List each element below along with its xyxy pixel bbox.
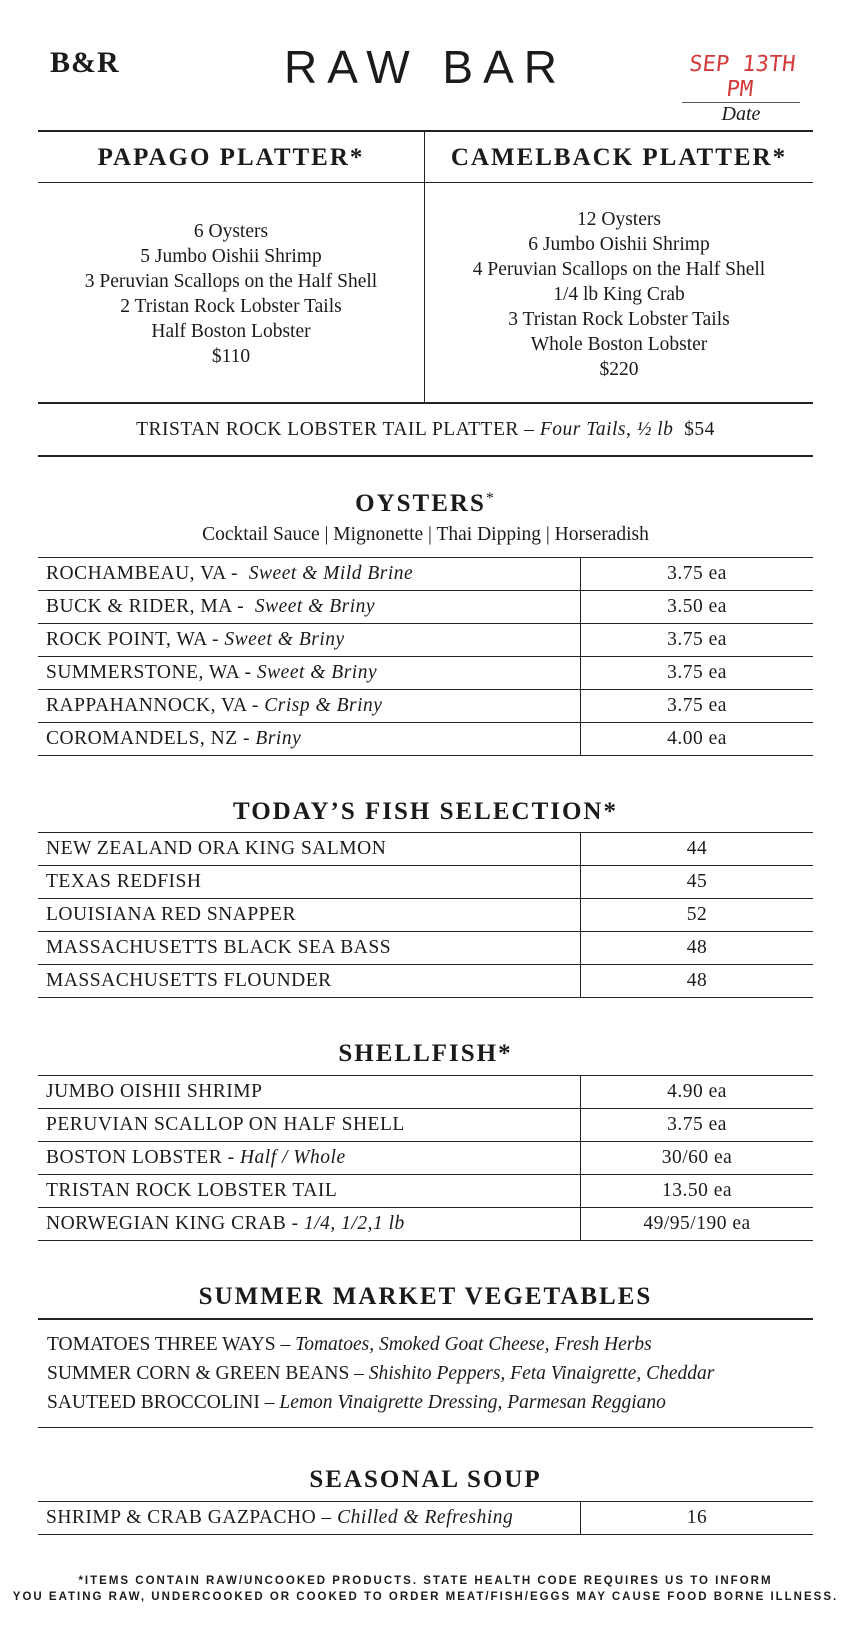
item-desc: Sweet & Briny xyxy=(254,596,376,617)
item-price: 13.50 ea xyxy=(581,1175,814,1208)
list-item: 3 Peruvian Scallops on the Half Shell xyxy=(84,271,378,292)
item-price: 4.90 ea xyxy=(581,1076,814,1109)
table-row xyxy=(38,1208,813,1241)
item-label: SUMMER CORN & GREEN BEANS – xyxy=(47,1363,364,1384)
list-item xyxy=(47,1359,714,1388)
tail-platter-desc: Four Tails, ½ lb xyxy=(539,419,674,440)
table-row xyxy=(38,932,813,965)
item-price: 48 xyxy=(581,965,814,998)
section-title-shellfish: SHELLFISH* xyxy=(338,1040,513,1067)
item-name xyxy=(38,624,581,657)
item-name xyxy=(38,558,581,591)
list-item: 6 Oysters xyxy=(193,221,269,242)
item-desc: Lemon Vinaigrette Dressing, Parmesan Reggiano xyxy=(279,1392,666,1413)
table-row xyxy=(38,899,813,932)
table-row xyxy=(38,723,813,756)
platter-items-papago xyxy=(38,219,424,369)
table-row xyxy=(38,1175,813,1208)
date-box xyxy=(676,52,806,126)
item-desc: Briny xyxy=(255,728,302,749)
item-price: 16 xyxy=(581,1502,814,1535)
table-row xyxy=(38,690,813,723)
item-label: BOSTON LOBSTER - xyxy=(46,1147,235,1168)
item-price: 49/95/190 ea xyxy=(581,1208,814,1241)
item-price: 3.75 ea xyxy=(581,1109,814,1142)
item-name xyxy=(38,1208,581,1241)
item-price: 52 xyxy=(581,899,814,932)
fish-table xyxy=(38,832,813,998)
item-name: TEXAS REDFISH xyxy=(38,866,581,899)
platter-name-papago: PAPAGO PLATTER* xyxy=(97,144,365,171)
item-price: 4.00 ea xyxy=(581,723,814,756)
item-desc: Sweet & Briny xyxy=(224,629,345,650)
item-desc: Sweet & Briny xyxy=(256,662,378,683)
item-name: MASSACHUSETTS FLOUNDER xyxy=(38,965,581,998)
table-row xyxy=(38,558,813,591)
tail-platter-name: TRISTAN ROCK LOBSTER TAIL PLATTER – xyxy=(136,419,535,440)
date-label: Date xyxy=(721,103,761,125)
item-price: 3.75 ea xyxy=(581,624,814,657)
item-label: BUCK & RIDER, MA - xyxy=(46,596,245,617)
oysters-table xyxy=(38,557,813,756)
item-price: 3.50 ea xyxy=(581,591,814,624)
item-label: JUMBO OISHII SHRIMP xyxy=(46,1081,263,1102)
disclaimer-line: YOU EATING RAW, UNDERCOOKED OR COOKED TO ORDER MEAT/FISH/EGGS MAY CAUSE FOOD BORNE ILLNESS. xyxy=(12,1591,839,1603)
item-price: 3.75 ea xyxy=(581,690,814,723)
list-item xyxy=(47,1388,714,1417)
item-name: MASSACHUSETTS BLACK SEA BASS xyxy=(38,932,581,965)
soup-table xyxy=(38,1501,813,1535)
item-label: ROCHAMBEAU, VA - xyxy=(46,563,239,584)
section-title-vegetables: SUMMER MARKET VEGETABLES xyxy=(198,1283,653,1310)
item-name xyxy=(38,690,581,723)
item-name xyxy=(38,1076,581,1109)
item-price: 48 xyxy=(581,932,814,965)
page-title: RAW BAR xyxy=(284,41,567,93)
table-row xyxy=(38,591,813,624)
item-label: PERUVIAN SCALLOP ON HALF SHELL xyxy=(46,1114,405,1135)
section-title-soup: SEASONAL SOUP xyxy=(309,1466,542,1493)
table-row xyxy=(38,657,813,690)
item-price: 3.75 ea xyxy=(581,558,814,591)
health-disclaimer xyxy=(0,1573,851,1605)
item-label: SUMMERSTONE, WA - xyxy=(46,662,252,683)
item-label: COROMANDELS, NZ - xyxy=(46,728,251,749)
item-name: LOUISIANA RED SNAPPER xyxy=(38,899,581,932)
list-item: 4 Peruvian Scallops on the Half Shell xyxy=(472,259,766,280)
item-desc: Shishito Peppers, Feta Vinaigrette, Cheddar xyxy=(368,1363,715,1384)
table-row xyxy=(38,1142,813,1175)
list-item: Half Boston Lobster xyxy=(151,321,311,342)
item-label: SAUTEED BROCCOLINI – xyxy=(47,1392,275,1413)
item-name xyxy=(38,657,581,690)
item-desc: Chilled & Refreshing xyxy=(337,1507,514,1528)
list-item: Whole Boston Lobster xyxy=(530,334,708,355)
item-name: NEW ZEALAND ORA KING SALMON xyxy=(38,833,581,866)
logo: B&R xyxy=(50,46,120,79)
oysters-title-mark: * xyxy=(485,490,496,507)
item-name xyxy=(38,723,581,756)
divider xyxy=(38,402,813,404)
divider xyxy=(38,182,813,183)
list-item xyxy=(47,1330,714,1359)
tail-platter-price: $54 xyxy=(684,419,715,440)
platter-items-camelback xyxy=(425,207,813,382)
table-row xyxy=(38,965,813,998)
section-title-fish: TODAY’S FISH SELECTION* xyxy=(232,798,618,825)
item-name xyxy=(38,1142,581,1175)
platter-name-camelback: CAMELBACK PLATTER* xyxy=(450,144,788,171)
item-label: TOMATOES THREE WAYS – xyxy=(47,1334,291,1355)
list-item: 2 Tristan Rock Lobster Tails xyxy=(120,296,342,317)
tail-platter xyxy=(0,419,851,441)
platter-price: $110 xyxy=(211,346,251,367)
section-title-oysters xyxy=(0,490,851,518)
list-item: 1/4 lb King Crab xyxy=(553,284,685,305)
divider xyxy=(38,1427,813,1428)
item-label: RAPPAHANNOCK, VA - xyxy=(46,695,259,716)
table-row xyxy=(38,1076,813,1109)
item-desc: Crisp & Briny xyxy=(264,695,383,716)
platter-price: $220 xyxy=(599,359,639,380)
shellfish-table xyxy=(38,1075,813,1241)
item-price: 44 xyxy=(581,833,814,866)
table-row xyxy=(38,624,813,657)
table-row xyxy=(38,833,813,866)
list-item: 5 Jumbo Oishii Shrimp xyxy=(140,246,322,267)
item-desc: Sweet & Mild Brine xyxy=(248,563,414,584)
item-label: ROCK POINT, WA - xyxy=(46,629,220,650)
item-label: TRISTAN ROCK LOBSTER TAIL xyxy=(46,1180,338,1201)
oysters-title-text: OYSTERS xyxy=(355,490,486,517)
divider xyxy=(38,1318,813,1320)
table-row xyxy=(38,1502,813,1535)
vegetables-list xyxy=(47,1330,714,1417)
list-item: 3 Tristan Rock Lobster Tails xyxy=(508,309,730,330)
handwritten-date: SEP 13TH PM xyxy=(688,52,797,102)
item-label: NORWEGIAN KING CRAB - xyxy=(46,1213,299,1234)
item-desc: 1/4, 1/2,1 lb xyxy=(304,1213,405,1234)
disclaimer-line: *ITEMS CONTAIN RAW/UNCOOKED PRODUCTS. STATE HEALTH CODE REQUIRES US TO INFORM xyxy=(78,1575,773,1587)
item-name xyxy=(38,1502,581,1535)
table-row xyxy=(38,1109,813,1142)
item-label: SHRIMP & CRAB GAZPACHO – xyxy=(46,1507,332,1528)
list-item: 12 Oysters xyxy=(577,209,661,230)
divider xyxy=(38,455,813,457)
item-price: 45 xyxy=(581,866,814,899)
list-item: 6 Jumbo Oishii Shrimp xyxy=(528,234,710,255)
item-name xyxy=(38,1109,581,1142)
divider xyxy=(38,130,813,132)
item-name xyxy=(38,1175,581,1208)
item-desc: Half / Whole xyxy=(239,1147,346,1168)
oyster-sauces: Cocktail Sauce | Mignonette | Thai Dipping | Horseradish xyxy=(202,524,649,545)
item-price: 30/60 ea xyxy=(581,1142,814,1175)
table-row xyxy=(38,866,813,899)
item-desc: Tomatoes, Smoked Goat Cheese, Fresh Herbs xyxy=(295,1334,652,1355)
item-price: 3.75 ea xyxy=(581,657,814,690)
item-name xyxy=(38,591,581,624)
